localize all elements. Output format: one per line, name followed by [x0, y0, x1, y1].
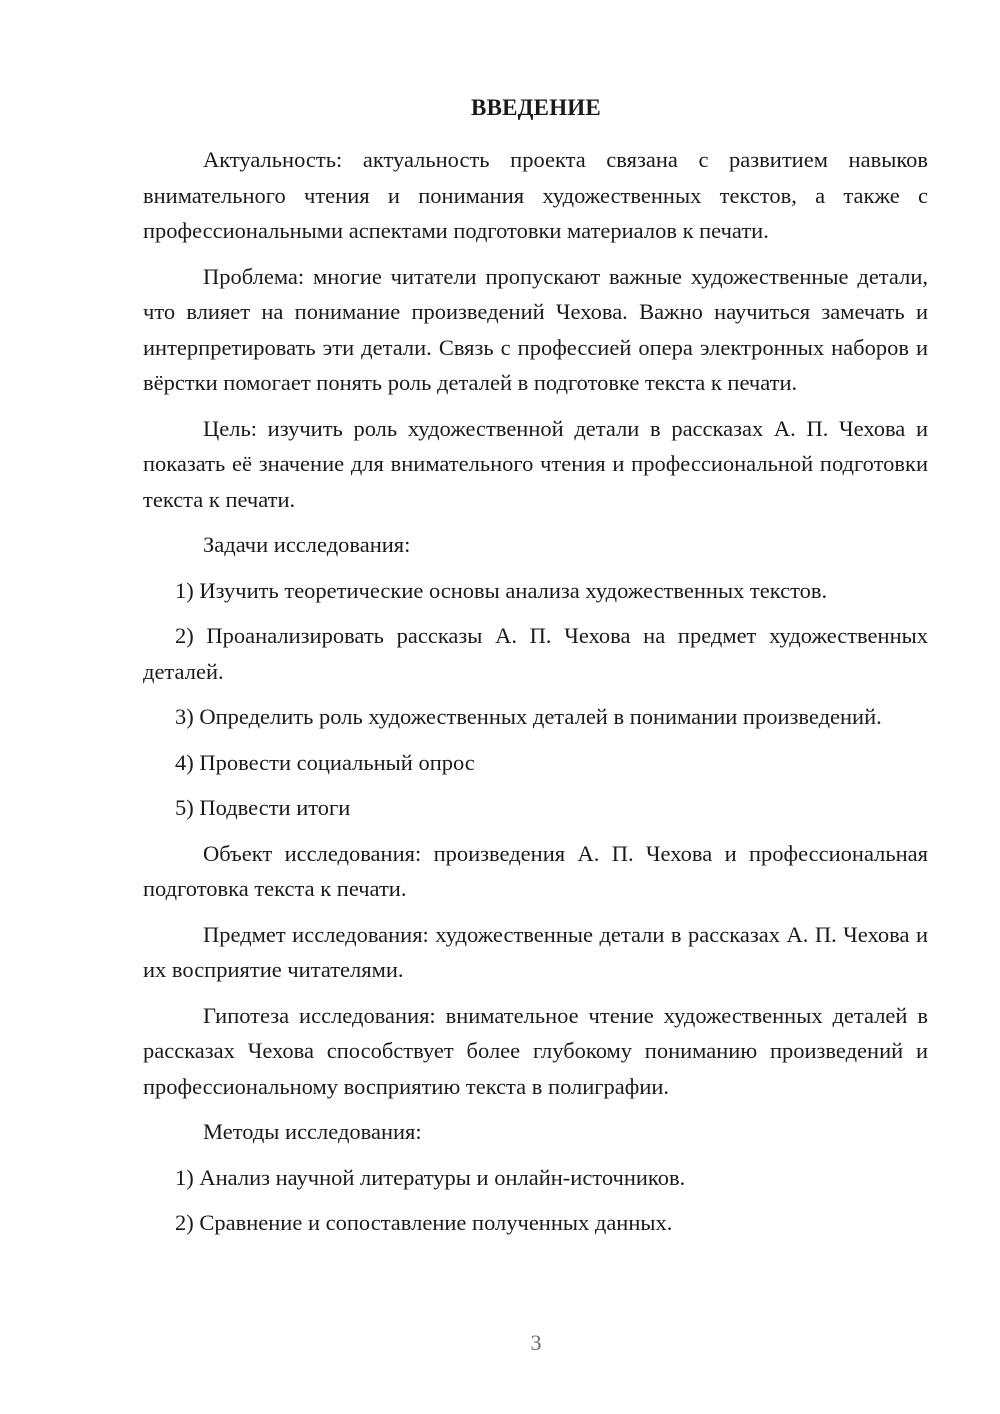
page-number: 3 [530, 1330, 542, 1355]
task-item: 5) Подвести итоги [175, 795, 351, 820]
paragraph-methods-heading: Методы исследования: [203, 1119, 422, 1144]
paragraph-tasks-heading: Задачи исследования: [203, 532, 411, 557]
paragraph-hypothesis: Гипотеза исследования: внимательное чтение художественных деталей в рассказах Чехова способствует более глубокому пониманию произведений и профессиональному восприятию текста в полиграфии. [143, 1002, 928, 1099]
method-item: 1) Анализ научной литературы и онлайн-источников. [175, 1164, 686, 1190]
paragraph-problem: Проблема: многие читатели пропускают важные художественные детали, что влияет на понимание произведений Чехова. Важно научиться замечать и интерпретировать эти детали. Связь с профессией опера электронных наборов и вёрстки помогает понять роль деталей в подготовке текста к печати. [143, 263, 928, 395]
task-item: 4) Провести социальный опрос [175, 749, 475, 775]
task-item: 2) Проанализировать рассказы А. П. Чехова на предмет художественных деталей. [143, 623, 928, 684]
paragraph-goal: Цель: изучить роль художественной детали в рассказах А. П. Чехова и показать её значение для внимательного чтения и профессиональной подготовки текста к печати. [143, 415, 928, 512]
section-heading: ВВЕДЕНИЕ [471, 95, 601, 120]
body-text [143, 142, 928, 1251]
paragraph-subject: Предмет исследования: художественные детали в рассказах А. П. Чехова и их восприятие читателями. [143, 921, 928, 982]
paragraph-object: Объект исследования: произведения А. П. Чехова и профессиональная подготовка текста к печати. [143, 840, 928, 901]
task-item: 1) Изучить теоретические основы анализа художественных текстов. [175, 577, 828, 603]
method-item: 2) Сравнение и сопоставление полученных данных. [175, 1210, 673, 1235]
task-item: 3) Определить роль художественных деталей в понимании произведений. [175, 704, 882, 729]
paragraph-relevance: Актуальность: актуальность проекта связана с развитием навыков внимательного чтения и понимания художественных текстов, а также с профессиональными аспектами подготовки материалов к печати. [143, 147, 928, 243]
